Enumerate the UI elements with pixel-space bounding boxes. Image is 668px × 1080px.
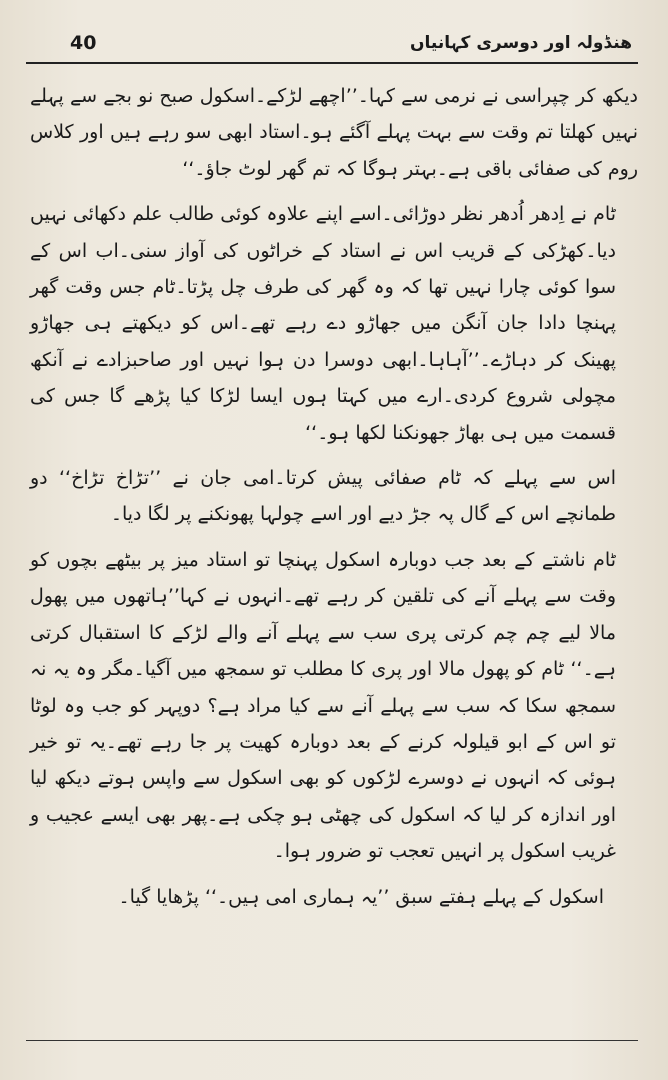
page-header xyxy=(34,30,634,62)
footer-divider xyxy=(26,1040,638,1041)
header-divider xyxy=(26,62,638,64)
story-text xyxy=(30,78,638,924)
paragraph-4: ٹام ناشتے کے بعد جب دوبارہ اسکول پہنچا تو استاد میز پر بیٹھے بچوں کو وقت سے پہلے آنے کی تلقین کر رہے تھے۔انہوں نے کہا’’ہاتھوں میں پھول مالا لیے چم چم کرتی پری سب سے پہلے آنے والے لڑکے کا استقبال کرتی ہے۔‘‘ ٹام کو پھول مالا اور پری کا مطلب تو سمجھ میں آگیا۔مگر وہ یہ نہ سمجھ سکا کہ سب سے پہلے آنے سے کیا مراد ہے؟ دوپہر کو جب وہ لوٹا تو اس کے ابو قیلولہ کرنے کے بعد دوبارہ کھیت پر جا رہے تھے۔یہ تو خیر ہوئی کہ انہوں نے دوسرے لڑکوں کو بھی اسکول سے واپس ہوتے دیکھ لیا اور اندازہ کر لیا کہ اسکول کی چھٹی ہو چکی ہے۔پھر بھی ایسے عجیب و غریب اسکول پر انہیں تعجب تو ضرور ہوا۔ xyxy=(30,548,616,863)
paragraph-3: اس سے پہلے کہ ٹام صفائی پیش کرتا۔امی جان نے ’’تڑاخ تڑاخ‘‘ دو طمانچے اس کے گال پہ جڑ دیے اور اسے چولہا پھونکنے پر لگا دیا۔ xyxy=(30,467,616,526)
paragraph-1: دیکھ کر چپراسی نے نرمی سے کہا۔’’اچھے لڑکے۔اسکول صبح نو بجے سے پہلے نہیں کھلتا تم وقت سے بہت پہلے آگئے ہو۔استاد ابھی سو رہے ہیں اور کلاس روم کی صفائی باقی ہے۔بہتر ہوگا کہ تم گھر لوٹ جاؤ۔‘‘ xyxy=(30,85,638,180)
paragraph-5: اسکول کے پہلے ہفتے سبق ’’یہ ہماری امی ہیں۔‘‘ پڑھایا گیا۔ xyxy=(118,885,604,908)
page-number: 40 xyxy=(70,32,97,54)
running-title: ھنڈولہ اور دوسری کہانیاں xyxy=(409,33,632,53)
paragraph-2: ٹام نے اِدھر اُدھر نظر دوڑائی۔اسے اپنے علاوہ کوئی طالب علم دکھائی نہیں دیا۔کھڑکی کے قریب اس نے استاد کے خراٹوں کی آواز سنی۔اب اس کے سوا کوئی چارا نہیں تھا کہ وہ گھر کی طرف چل پڑتا۔ٹام جس وقت گھر پہنچا دادا جان آنگن میں جھاڑو دے رہے تھے۔اس کو دیکھتے ہی جھاڑو پھینک کر دہاڑے۔’’آہاہا۔ابھی دوسرا دن ہوا نہیں اور صاحبزادے نے آنکھ مچولی شروع کردی۔ارے میں کہتا ہوں ایسا لڑکا کیا پڑھے گا جس کی قسمت میں ہی بھاڑ جھونکنا لکھا ہو۔‘‘ xyxy=(30,203,616,444)
